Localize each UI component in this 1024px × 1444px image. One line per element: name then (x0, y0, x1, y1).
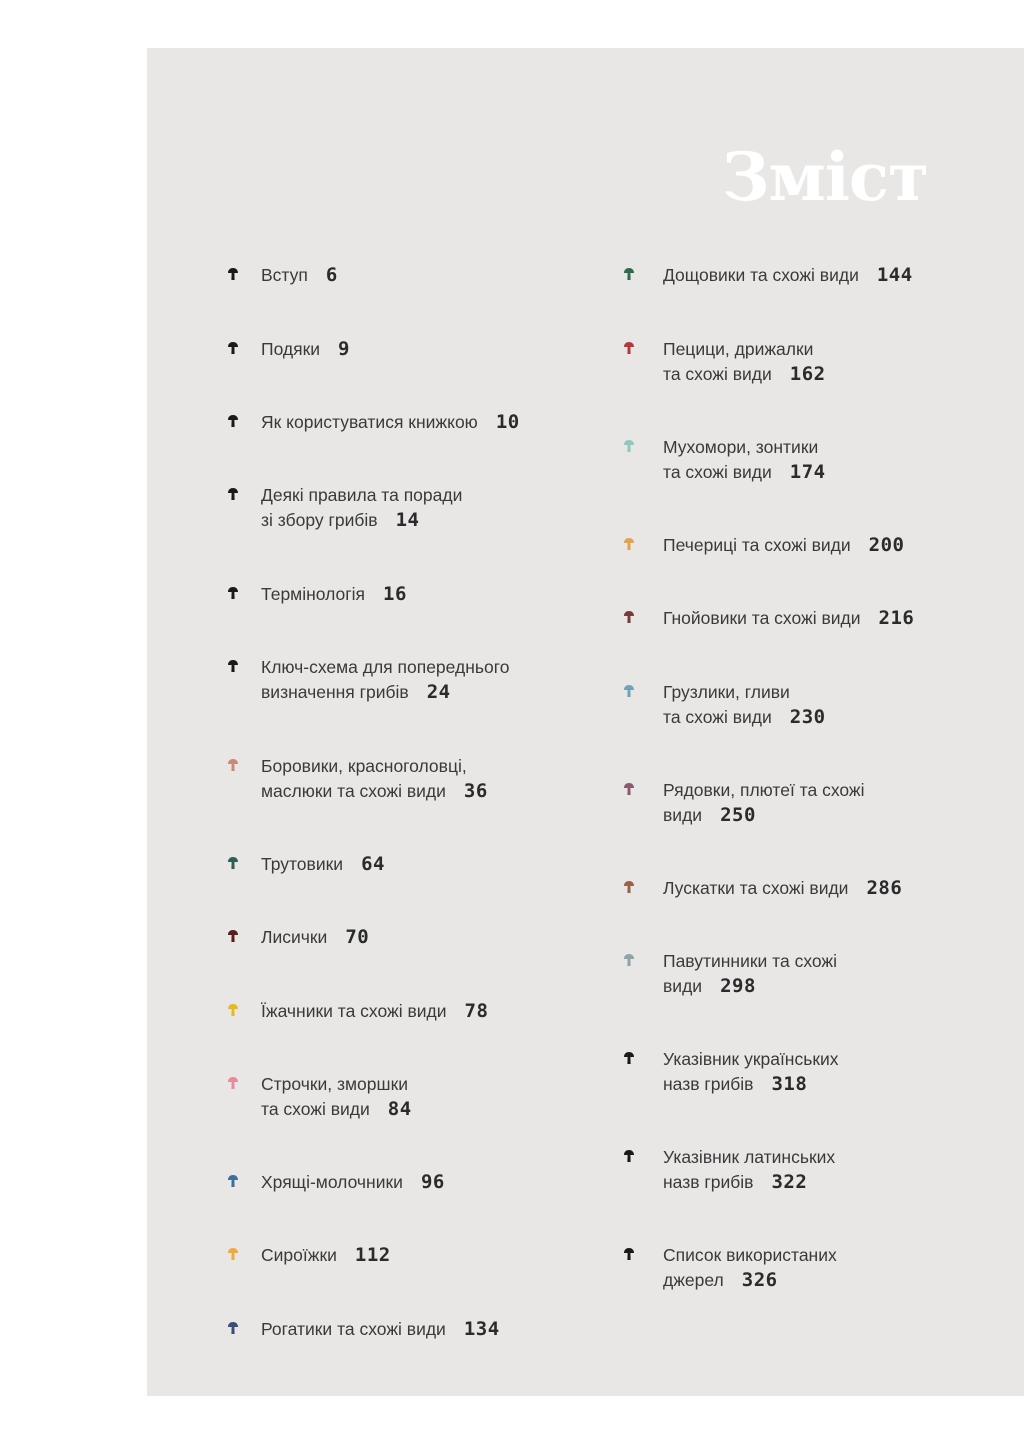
page-number: 250 (720, 803, 756, 826)
contents-entry (147, 876, 902, 901)
mushroom-icon (623, 341, 635, 355)
page-number: 298 (720, 974, 756, 997)
mushroom-icon (227, 659, 239, 673)
entry-title: види (663, 975, 703, 996)
entry-title: Лисички (261, 927, 328, 947)
entry-title: Указівник українських (663, 1049, 839, 1069)
mushroom-icon (623, 953, 635, 967)
entry-title: Список використаних (663, 1245, 837, 1265)
contents-entry (147, 1317, 500, 1342)
entry-title: Термінологія (261, 584, 365, 604)
entry-title: Деякі правила та поради (261, 485, 463, 505)
contents-entry (147, 483, 462, 532)
page-number: 64 (361, 853, 385, 875)
mushroom-icon (227, 487, 239, 501)
entry-title: Пецици, дрижалки (663, 339, 814, 359)
contents-entry (147, 925, 369, 950)
page-number: 10 (495, 411, 520, 433)
page-number: 134 (463, 1318, 500, 1340)
page-number: 318 (771, 1072, 808, 1095)
mushroom-icon (227, 758, 239, 772)
page-number: 24 (426, 680, 451, 703)
entry-title: Боровики, красноголовці, (261, 756, 467, 776)
contents-entry (147, 680, 826, 729)
contents-entry (147, 999, 488, 1024)
entry-title: види (663, 804, 703, 825)
page-number: 112 (354, 1244, 391, 1266)
page-number: 96 (420, 1171, 445, 1193)
contents-entry (147, 852, 385, 877)
contents-entry (147, 337, 826, 386)
page-number: 16 (383, 583, 407, 605)
page-title: Зміст (721, 138, 928, 216)
mushroom-icon (227, 1003, 239, 1017)
entry-title: Рогатики та схожі види (261, 1319, 446, 1339)
page-number: 84 (387, 1097, 412, 1120)
page-number: 70 (345, 926, 370, 948)
mushroom-icon (227, 929, 239, 943)
entry-title: та схожі види (663, 706, 772, 727)
entry-title: Мухомори, зонтики (663, 437, 819, 457)
page-number: 14 (395, 508, 420, 531)
entry-title: Вступ (261, 265, 308, 285)
contents-page (147, 48, 1024, 1396)
page-number: 162 (789, 362, 826, 385)
entry-title: та схожі види (261, 1098, 370, 1119)
entry-title: маслюки та схожі види (261, 780, 446, 801)
mushroom-icon (623, 439, 635, 453)
page-number: 78 (464, 1000, 489, 1022)
mushroom-icon (623, 610, 635, 624)
contents-entry (147, 533, 904, 558)
entry-title: Як користуватися книжкою (261, 412, 478, 432)
page-number: 216 (878, 607, 915, 629)
entry-title: Гнойовики та схожі види (663, 608, 861, 628)
page-number: 36 (463, 779, 488, 802)
mushroom-icon (623, 880, 635, 894)
entry-title: Грузлики, гливи (663, 682, 790, 702)
entry-title: Павутинники та схожі (663, 951, 838, 971)
mushroom-icon (623, 537, 635, 551)
entry-title: назв грибів (663, 1073, 754, 1094)
entry-title: Хрящі-молочники (261, 1172, 403, 1192)
page-number: 9 (338, 338, 350, 360)
mushroom-icon (227, 1321, 239, 1335)
entry-title: зі збору грибів (261, 509, 378, 530)
entry-title: назв грибів (663, 1171, 754, 1192)
entry-title: Строчки, зморшки (261, 1074, 408, 1094)
entry-title: та схожі види (663, 363, 772, 384)
page-number: 144 (876, 264, 913, 286)
entry-title: Сироїжки (261, 1245, 337, 1265)
entry-title: Лускатки та схожі види (663, 878, 849, 898)
page-number: 326 (741, 1268, 778, 1291)
contents-entry (147, 582, 407, 607)
page-number: 174 (789, 460, 826, 483)
mushroom-icon (623, 782, 635, 796)
mushroom-icon (227, 856, 239, 870)
contents-entry (147, 410, 520, 435)
contents-entry (147, 1243, 837, 1292)
page-number: 6 (325, 264, 338, 286)
contents-entry (147, 263, 913, 288)
entry-title: Печериці та схожі види (663, 535, 851, 555)
entry-title: Трутовики (261, 854, 344, 874)
entry-title: джерел (663, 1269, 724, 1290)
entry-title: Подяки (261, 339, 321, 359)
entry-title: визначення грибів (261, 681, 409, 702)
page-number: 286 (866, 877, 903, 899)
entry-title: Їжачники та схожі види (261, 1001, 447, 1021)
entry-title: та схожі види (663, 461, 772, 482)
contents-entry (147, 1145, 835, 1194)
mushroom-icon (623, 1247, 635, 1261)
contents-entry (147, 1047, 839, 1096)
mushroom-icon (623, 1149, 635, 1163)
mushroom-icon (623, 1051, 635, 1065)
mushroom-icon (227, 414, 239, 428)
entry-title: Ключ-схема для попереднього (261, 657, 510, 677)
contents-entry (147, 949, 837, 998)
page-number: 200 (868, 534, 905, 556)
contents-entry (147, 606, 914, 631)
contents-entry (147, 435, 826, 484)
page-number: 322 (771, 1170, 808, 1193)
mushroom-icon (623, 684, 635, 698)
mushroom-icon (227, 586, 239, 600)
entry-title: Рядовки, плютеї та схожі (663, 780, 865, 800)
contents-entry (147, 778, 865, 827)
mushroom-icon (623, 267, 635, 281)
entry-title: Указівник латинських (663, 1147, 836, 1167)
entry-title: Дощовики та схожі види (663, 265, 859, 285)
page-number: 230 (789, 705, 826, 728)
